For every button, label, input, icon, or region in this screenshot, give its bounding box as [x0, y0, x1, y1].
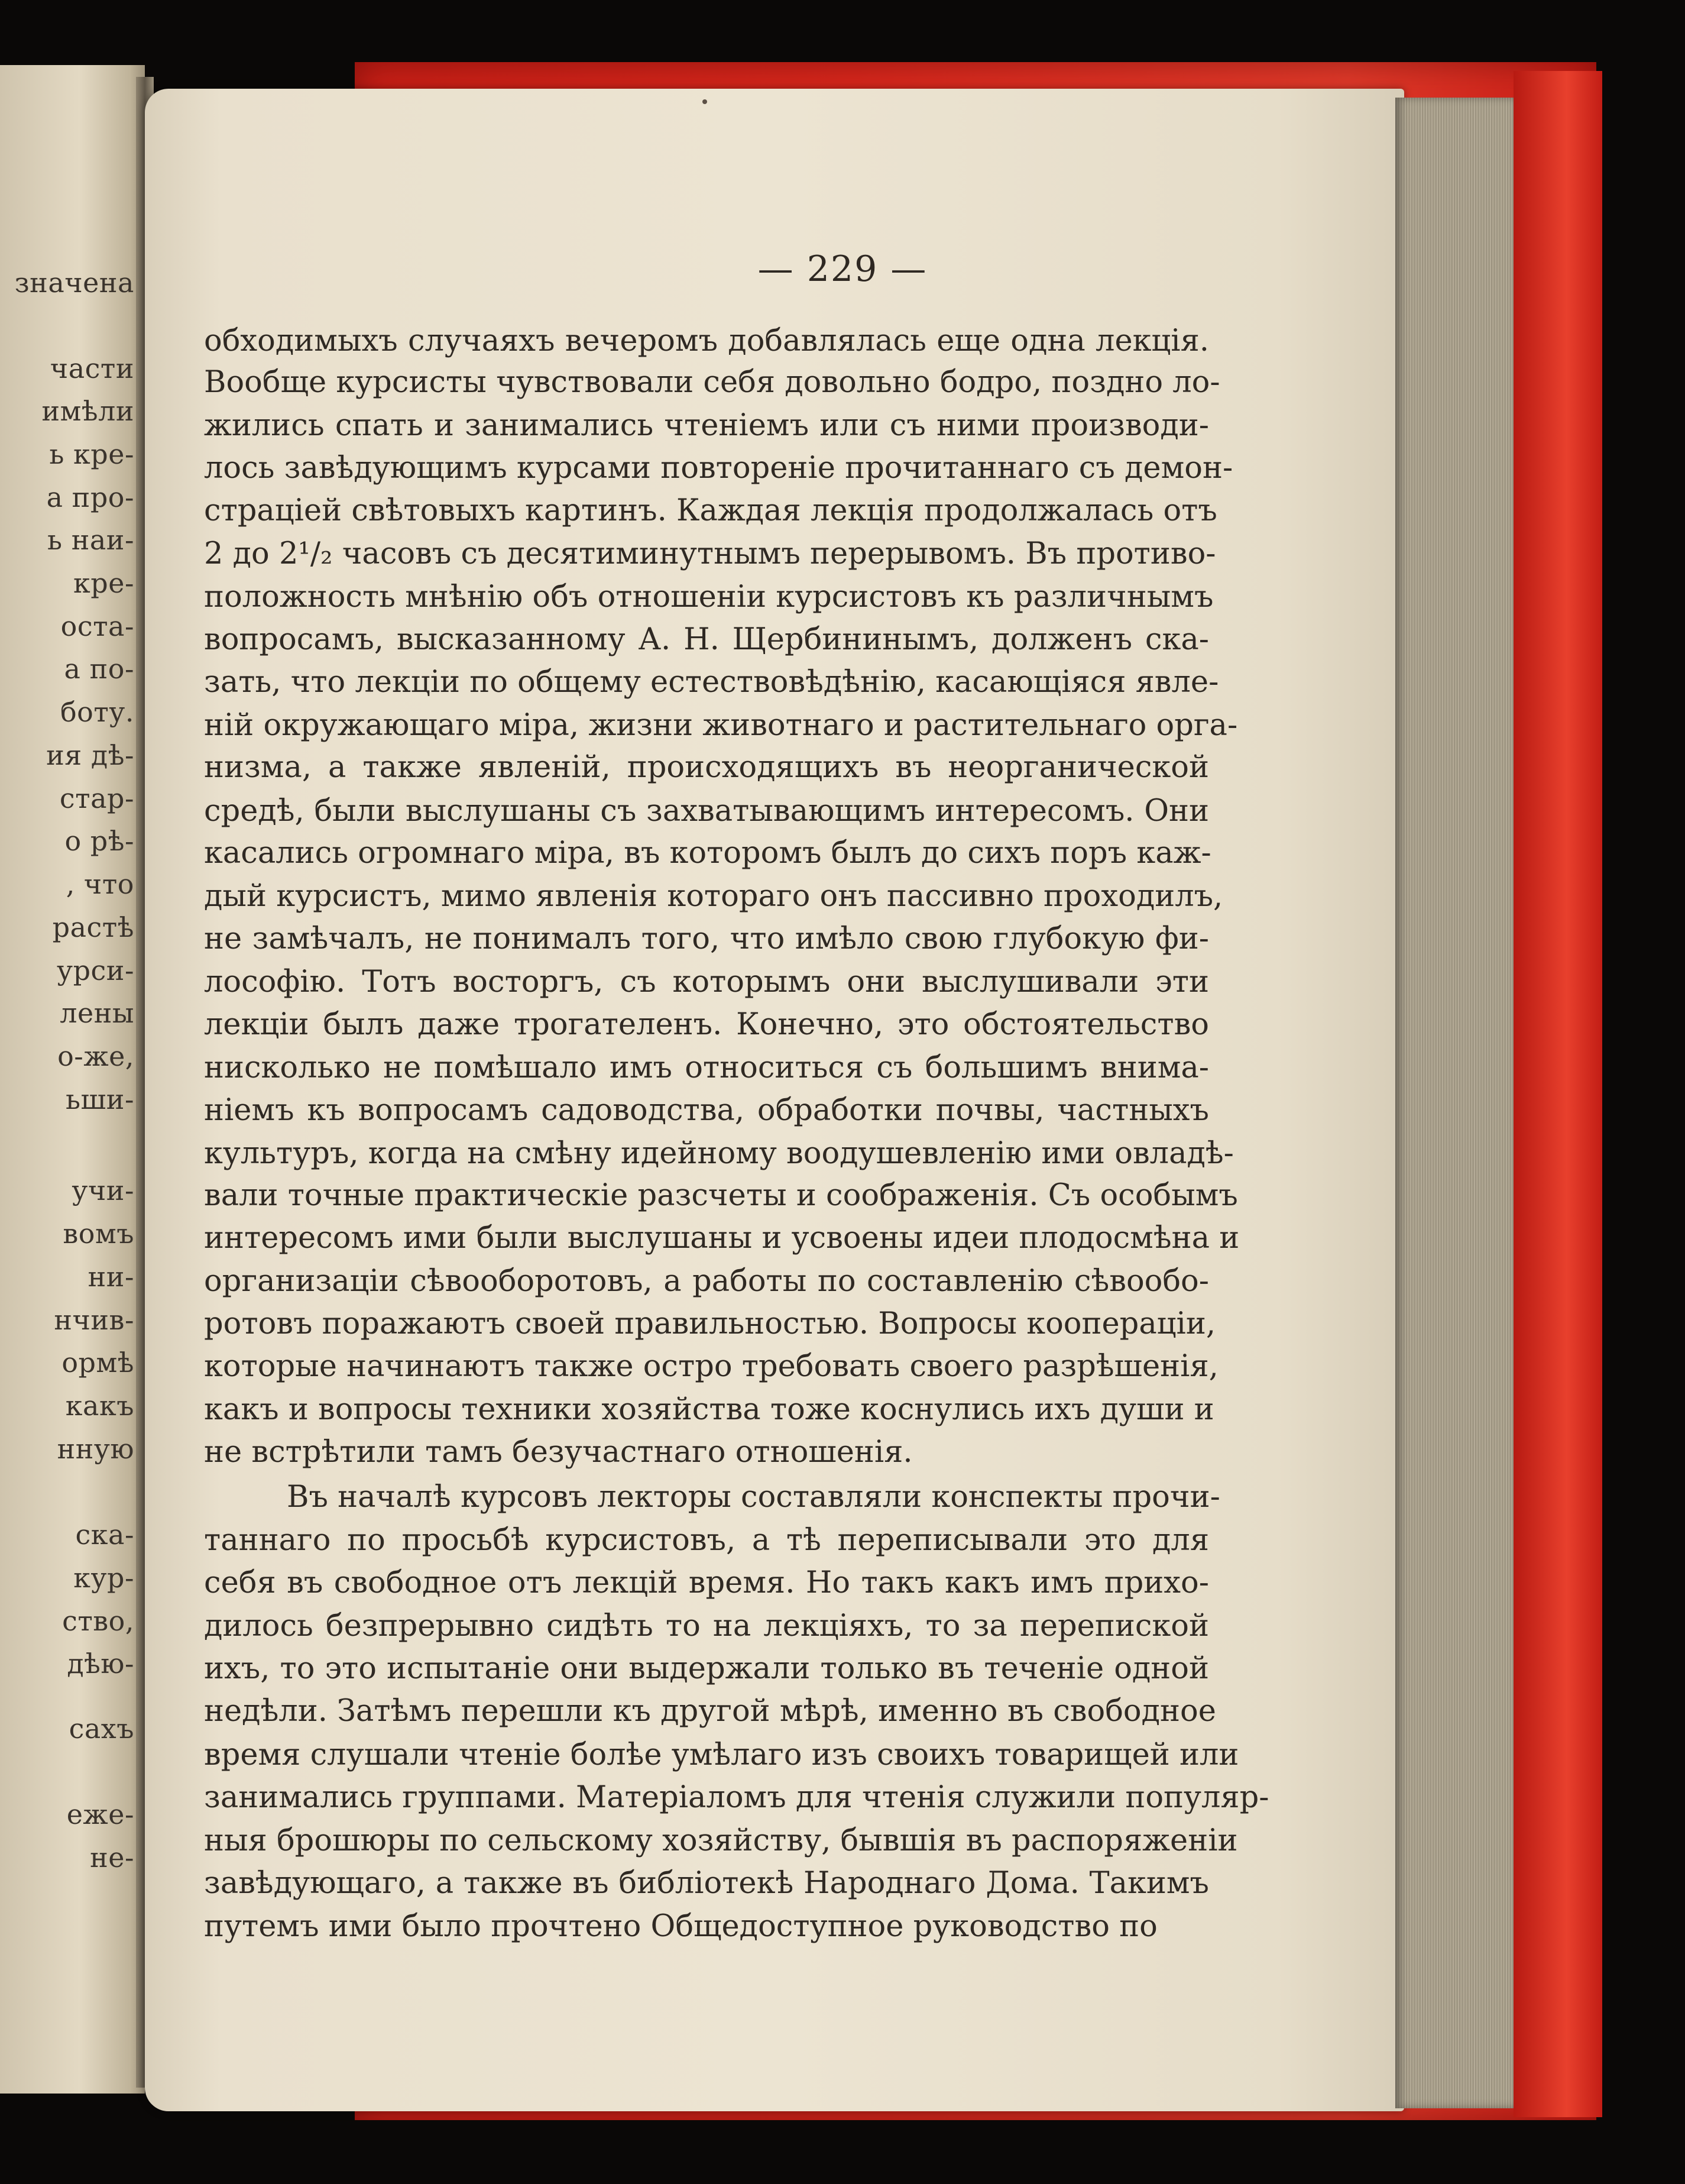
text-line: вали точные практическіе разсчеты и соображенія. Съ особымъ: [204, 1178, 1238, 1213]
text-line: обходимыхъ случаяхъ вечеромъ добавлялась еще одна лекція.: [204, 323, 1209, 358]
left-page-fragment: части: [50, 352, 134, 384]
left-page-fragment: оста-: [60, 610, 134, 642]
left-page-fragment: еже-: [66, 1798, 134, 1830]
text-line: не встрѣтили тамъ безучастнаго отношенія.: [204, 1435, 913, 1470]
left-page-fragment: лены: [60, 997, 134, 1029]
left-page-fragment: учи-: [72, 1174, 134, 1206]
left-page-fragment: а по-: [64, 653, 134, 685]
text-line: ныя брошюры по сельскому хозяйству, бывшія въ распоряженіи: [204, 1823, 1238, 1858]
left-page-fragment: ни-: [88, 1261, 134, 1293]
text-line: дилось безпрерывно сидѣть то на лекціяхъ, то за перепиской: [204, 1609, 1209, 1643]
text-line: страціей свѣтовыхъ картинъ. Каждая лекція продолжалась отъ: [204, 493, 1217, 528]
text-line: ній окружающаго міра, жизни животнаго и растительнаго орга-: [204, 708, 1238, 743]
left-page-fragment: нчив-: [54, 1304, 134, 1336]
paper-speck: [702, 99, 707, 104]
text-line: положность мнѣнію объ отношеніи курсистовъ къ различнымъ: [204, 580, 1214, 614]
text-line: недѣли. Затѣмъ перешли къ другой мѣрѣ, именно въ свободное: [204, 1694, 1216, 1729]
text-line: Вообще курсисты чувствовали себя довольно бодро, поздно ло-: [204, 365, 1220, 400]
text-line: 2 до 2¹/₂ часовъ съ десятиминутнымъ перерывомъ. Въ противо-: [204, 536, 1216, 571]
left-page-fragment: дѣю-: [67, 1648, 134, 1680]
left-page-fragment: ство,: [62, 1605, 134, 1637]
text-line: касались огромнаго міра, въ которомъ былъ до сихъ поръ каж-: [204, 836, 1211, 871]
left-page-fragment: стар-: [59, 782, 134, 814]
left-page-fragment: ия дѣ-: [46, 739, 134, 771]
left-page-fragment: значена: [14, 267, 134, 299]
left-page-fragment: кур-: [73, 1562, 134, 1594]
left-page-fragment: урси-: [57, 955, 134, 986]
page-edges: [1395, 98, 1514, 2108]
book-cover-edge: [1514, 71, 1602, 2117]
text-line: занимались группами. Матеріаломъ для чтенія служили популяр-: [204, 1780, 1269, 1815]
left-page-fragment: ь кре-: [49, 438, 134, 470]
left-page-fragment: имѣли: [41, 395, 134, 427]
left-page-fragment: о-же,: [57, 1040, 134, 1072]
text-line: вопросамъ, высказанному А. Н. Щербининымъ, долженъ ска-: [204, 622, 1209, 657]
text-line: не замѣчалъ, не понималъ того, что имѣло свою глубокую фи-: [204, 921, 1209, 956]
text-line: организаціи сѣвооборотовъ, а работы по составленію сѣвообо-: [204, 1264, 1209, 1299]
left-page-fragment: боту.: [60, 696, 134, 728]
text-line: лось завѣдующимъ курсами повтореніе прочитаннаго съ демон-: [204, 451, 1233, 486]
text-line: себя въ свободное отъ лекцій время. Но такъ какъ имъ прихо-: [204, 1565, 1209, 1600]
text-line: которые начинаютъ также остро требовать своего разрѣшенія,: [204, 1349, 1219, 1384]
left-page-fragment: кре-: [73, 567, 134, 599]
text-line: жились спать и занимались чтеніемъ или съ ними производи-: [204, 408, 1209, 443]
text-line: зать, что лекціи по общему естествовѣдѣнію, касающіяся явле-: [204, 665, 1219, 700]
text-line: ротовъ поражаютъ своей правильностью. Вопросы коопераціи,: [204, 1306, 1216, 1341]
text-line: Въ началѣ курсовъ лекторы составляли конспекты прочи-: [287, 1480, 1220, 1515]
text-line: завѣдующаго, а также въ библіотекѣ Народнаго Дома. Такимъ: [204, 1866, 1209, 1901]
left-page-fragment: растѣ: [52, 911, 134, 943]
left-page-fragment: ормѣ: [61, 1347, 134, 1379]
text-line: время слушали чтеніе болѣе умѣлаго изъ своихъ товарищей или: [204, 1738, 1239, 1772]
left-page-fragment: о рѣ-: [64, 825, 134, 857]
text-line: культуръ, когда на смѣну идейному воодушевленію ими овладѣ-: [204, 1136, 1234, 1171]
text-line: лософію. Тотъ восторгъ, съ которымъ они выслушивали эти: [204, 965, 1209, 999]
page-number: — 229 —: [757, 248, 928, 290]
left-page-fragment: , что: [66, 868, 134, 900]
text-line: низма, а также явленій, происходящихъ въ неорганической: [204, 750, 1209, 785]
text-line: какъ и вопросы техники хозяйства тоже коснулись ихъ души и: [204, 1392, 1214, 1427]
left-page-fragment: нную: [57, 1433, 134, 1465]
text-line: интересомъ ими были выслушаны и усвоены идеи плодосмѣна и: [204, 1221, 1240, 1256]
left-page-fragment: ь наи-: [47, 524, 134, 556]
left-page-fragment: не-: [90, 1842, 134, 1874]
left-page-fragment: ска-: [75, 1519, 134, 1551]
text-line: таннаго по просьбѣ курсистовъ, а тѣ переписывали это для: [204, 1523, 1209, 1558]
text-line: нисколько не помѣшало имъ относиться съ большимъ внима-: [204, 1050, 1209, 1085]
text-line: ніемъ къ вопросамъ садоводства, обработки почвы, частныхъ: [204, 1093, 1209, 1128]
text-line: путемъ ими было прочтено Общедоступное руководство по: [204, 1909, 1158, 1944]
text-line: дый курсистъ, мимо явленія котораго онъ пассивно проходилъ,: [204, 879, 1223, 914]
text-line: лекціи былъ даже трогателенъ. Конечно, это обстоятельство: [204, 1007, 1209, 1042]
left-page-fragment: а про-: [46, 481, 134, 513]
text-line: ихъ, то это испытаніе они выдержали только въ теченіе одной: [204, 1651, 1209, 1686]
left-page-fragment: ьши-: [65, 1083, 134, 1115]
left-page: [0, 65, 145, 2094]
left-page-fragment: вомъ: [63, 1218, 134, 1250]
text-line: средѣ, были выслушаны съ захватывающимъ интересомъ. Они: [204, 794, 1209, 829]
left-page-fragment: сахъ: [69, 1713, 134, 1745]
left-page-fragment: какъ: [65, 1390, 134, 1422]
